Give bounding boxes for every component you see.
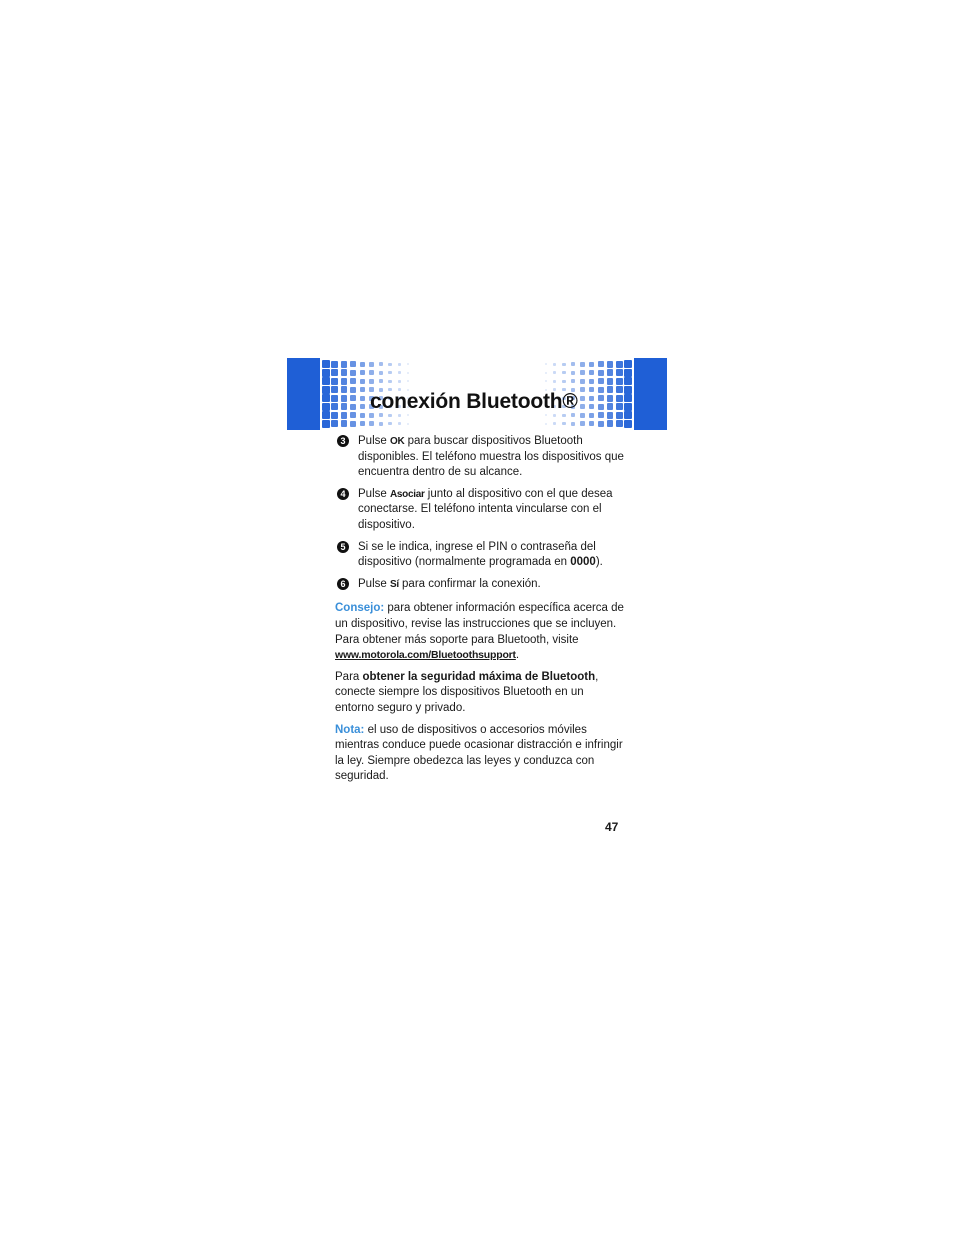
key-label: Sí: [389, 578, 399, 590]
banner-right-block: [634, 358, 667, 430]
banner-dot: [580, 379, 585, 384]
banner-dot: [369, 362, 374, 367]
banner-dot: [322, 360, 330, 368]
banner-dot: [607, 412, 614, 419]
banner-dot: [624, 377, 632, 385]
banner-dot: [598, 387, 604, 393]
banner-dot: [580, 370, 585, 375]
banner-dot: [350, 395, 356, 401]
tip-label: Consejo:: [335, 602, 385, 615]
note-text: el uso de dispositivos o accesorios móviles mientras conduce puede ocasionar distracción e infringir la ley. Siempre obedezca las leyes y conduzca con seguridad.: [335, 723, 623, 783]
banner-dot: [624, 420, 632, 428]
banner-dot: [350, 421, 356, 427]
banner-dot: [616, 395, 623, 402]
banner-dot: [598, 404, 604, 410]
banner-dot: [616, 386, 623, 393]
banner-dot: [545, 414, 547, 416]
banner-dot: [580, 404, 585, 409]
note-label: Nota:: [335, 723, 365, 736]
banner-dot: [624, 369, 632, 377]
banner-dot: [589, 404, 594, 409]
step-number-badge: 4: [337, 488, 349, 500]
page-content: [335, 434, 625, 791]
tip-paragraph: [335, 601, 625, 663]
banner-dot: [331, 403, 338, 410]
banner-dot: [331, 369, 338, 376]
banner-dot: [407, 423, 409, 425]
banner-dot: [545, 363, 547, 365]
note-paragraph: [335, 723, 625, 785]
banner-dot: [553, 422, 556, 425]
banner-dot: [571, 379, 575, 383]
banner-dot: [322, 403, 330, 411]
tip-text: para obtener información específica acerca de un dispositivo, revise las instrucciones que se incluyen. Para obtener más soporte para Bluetooth, visite: [335, 602, 624, 646]
banner-dot: [360, 396, 365, 401]
banner-dot: [388, 363, 391, 366]
banner-dot: [341, 369, 348, 376]
banner-dot: [360, 413, 365, 418]
pin-value: 0000: [570, 556, 596, 569]
banner-dot: [571, 371, 575, 375]
support-link[interactable]: www.motorola.com/Bluetoothsupport: [335, 649, 516, 662]
banner-dot: [331, 420, 338, 427]
step-5: [335, 540, 625, 571]
security-bold: obtener la seguridad máxima de Bluetooth: [362, 670, 596, 683]
banner-dot: [624, 394, 632, 402]
banner-dot: [379, 362, 383, 366]
banner-dot: [350, 387, 356, 393]
banner-dot: [607, 395, 614, 402]
banner-dot: [350, 370, 356, 376]
step-number-badge: 3: [337, 435, 349, 447]
banner-dot: [624, 386, 632, 394]
banner-dot: [322, 369, 330, 377]
banner-dot: [624, 403, 632, 411]
banner-dot: [562, 371, 565, 374]
banner-dot: [388, 414, 391, 417]
banner-dot: [341, 361, 348, 368]
step-text: Si se le indica, ingrese el PIN o contraseña del dispositivo (normalmente programada en: [358, 540, 596, 569]
banner-dot: [545, 380, 547, 382]
banner-dot: [322, 377, 330, 385]
banner-dot: [398, 422, 401, 425]
banner-dot: [341, 395, 348, 402]
banner-dot: [398, 371, 401, 374]
banner-dot: [589, 413, 594, 418]
page-number: 47: [605, 820, 619, 834]
banner-dot: [407, 380, 409, 382]
banner-dot: [589, 379, 594, 384]
banner-left-block: [287, 358, 320, 430]
banner-dot: [398, 414, 401, 417]
banner-dot: [388, 422, 391, 425]
banner-dot: [407, 372, 409, 374]
banner-dot: [598, 395, 604, 401]
banner-dot: [553, 363, 556, 366]
banner-dot: [341, 420, 348, 427]
banner-dot: [379, 371, 383, 375]
banner-dot: [607, 386, 614, 393]
banner-dot: [598, 412, 604, 418]
security-text: , conecte siempre los dispositivos Bluetooth en un entorno seguro y privado.: [335, 670, 599, 714]
banner-dot: [322, 386, 330, 394]
banner-dot: [616, 403, 623, 410]
banner-dot: [360, 370, 365, 375]
security-paragraph: [335, 670, 625, 717]
banner-dot: [571, 362, 575, 366]
banner-dot: [589, 396, 594, 401]
banner-dot: [360, 362, 365, 367]
banner-dot: [589, 362, 594, 367]
step-text: para buscar dispositivos Bluetooth disponibles. El teléfono muestra los dispositivos que encuentra dentro de su alcance.: [358, 435, 624, 479]
banner-dot: [607, 403, 614, 410]
banner-dot: [553, 371, 556, 374]
banner-dot: [616, 420, 623, 427]
banner-dot: [616, 369, 623, 376]
banner-dot: [589, 370, 594, 375]
banner-dot: [350, 404, 356, 410]
banner-dot: [562, 380, 565, 383]
banner-dot: [341, 403, 348, 410]
banner-dot: [580, 421, 585, 426]
step-text: junto al dispositivo con el que desea conectarse. El teléfono intenta vincularse con el dispositivo.: [358, 487, 613, 531]
banner-dot: [369, 370, 374, 375]
banner-dot: [360, 379, 365, 384]
banner-dot: [407, 363, 409, 365]
banner-dot: [562, 422, 565, 425]
banner-dot: [616, 412, 623, 419]
banner-dot: [616, 361, 623, 368]
banner-dot: [322, 411, 330, 419]
banner-dot: [388, 380, 391, 383]
key-label: Asociar: [389, 488, 425, 500]
banner-dot: [350, 378, 356, 384]
banner-dot: [607, 378, 614, 385]
banner-dot: [331, 361, 338, 368]
banner-dot: [331, 395, 338, 402]
banner-dot: [322, 394, 330, 402]
banner-dot: [580, 387, 585, 392]
banner-dot: [398, 363, 401, 366]
banner-dot: [553, 380, 556, 383]
banner-dot: [350, 412, 356, 418]
step-number-badge: 6: [337, 578, 349, 590]
banner-dot: [407, 414, 409, 416]
banner-dot: [379, 379, 383, 383]
step-text: Pulse: [358, 577, 390, 590]
banner-dot: [624, 360, 632, 368]
step-number-badge: 5: [337, 541, 349, 553]
banner-dot: [598, 370, 604, 376]
banner-dot: [616, 378, 623, 385]
step-6: [335, 577, 625, 593]
banner-dot: [341, 378, 348, 385]
banner-dot: [369, 421, 374, 426]
banner-dot: [545, 372, 547, 374]
banner-dot: [580, 396, 585, 401]
banner-dot: [553, 414, 556, 417]
banner-dot: [580, 413, 585, 418]
banner-dot: [607, 420, 614, 427]
banner-dot: [360, 421, 365, 426]
banner-dot: [331, 386, 338, 393]
step-3: [335, 434, 625, 481]
step-text: Pulse: [358, 435, 390, 447]
step-text: Pulse: [358, 487, 390, 500]
banner-dot: [598, 378, 604, 384]
banner-dot: [360, 387, 365, 392]
tip-end: .: [515, 649, 520, 662]
banner-dot: [545, 423, 547, 425]
banner-dot: [369, 379, 374, 384]
banner-dot: [589, 421, 594, 426]
banner-dot: [598, 361, 604, 367]
step-text: ).: [595, 556, 603, 569]
banner-dot: [331, 378, 338, 385]
banner-dot: [350, 361, 356, 367]
step-text: para confirmar la conexión.: [398, 577, 541, 590]
step-4: [335, 487, 625, 534]
banner-dot: [398, 380, 401, 383]
banner-dot: [379, 422, 383, 426]
banner-dot: [331, 412, 338, 419]
banner-dot: [580, 362, 585, 367]
banner-dot: [322, 420, 330, 428]
banner-dot: [562, 414, 565, 417]
banner-dot: [388, 371, 391, 374]
banner-dot: [341, 386, 348, 393]
key-label: OK: [389, 436, 405, 447]
banner-dot: [571, 422, 575, 426]
security-text: Para: [335, 670, 363, 683]
banner-dot: [624, 411, 632, 419]
page-title: conexión Bluetooth®: [370, 390, 578, 413]
banner-dot: [598, 421, 604, 427]
banner-dot: [562, 363, 565, 366]
banner-dot: [589, 387, 594, 392]
banner-dot: [607, 369, 614, 376]
banner-dot: [341, 412, 348, 419]
banner-dot: [607, 361, 614, 368]
banner-dot: [360, 404, 365, 409]
